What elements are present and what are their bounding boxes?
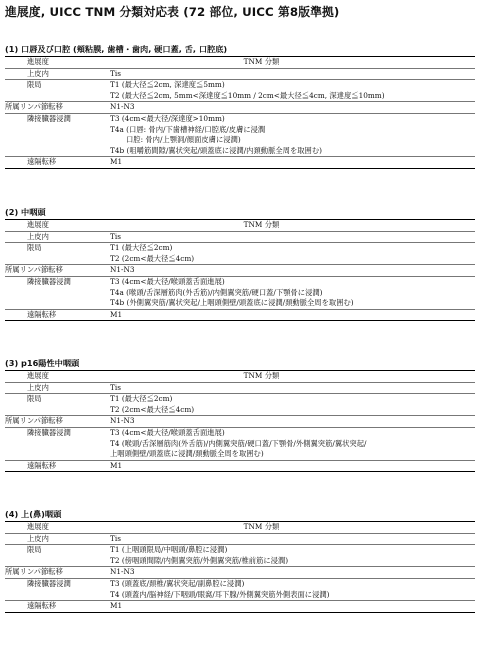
row-label: 上皮内 — [27, 231, 49, 241]
tnm-table — [5, 370, 475, 472]
table-row — [5, 578, 475, 600]
row-value: T4a (口唇: 骨内/下歯槽神経/口腔底/皮膚に浸潤 — [110, 124, 266, 134]
row-value: T2 (最大径≦2cm, 5mm<深達度≦10mm / 2cm<最大径≦4cm, 深達度≦10mm) — [110, 90, 385, 100]
table-header — [5, 371, 475, 383]
table-header — [5, 57, 475, 69]
row-value: T1 (上咽頭限局/中咽頭/鼻腔に浸潤) — [110, 545, 228, 555]
table-row — [5, 79, 475, 101]
row-value: N1-N3 — [110, 265, 135, 275]
table-row — [5, 393, 475, 415]
row-label: 上皮内 — [27, 68, 49, 78]
row-value: 口腔: 骨内/上顎洞/顔面皮膚に浸潤) — [126, 135, 241, 145]
row-label: 所属リンパ節転移 — [5, 416, 63, 426]
row-label: 隣接臓器浸潤 — [27, 578, 71, 588]
table-row — [5, 534, 475, 545]
table-row — [5, 309, 475, 321]
table-row — [5, 383, 475, 394]
row-value: T4 (頭蓋内/脳神経/下咽頭/眼窩/耳下腺/外側翼突筋外側表面に浸潤) — [110, 589, 330, 599]
row-value: T1 (最大径≦2cm) — [110, 243, 173, 253]
section-oropharynx — [5, 205, 475, 321]
table-row — [5, 242, 475, 264]
table-row — [5, 544, 475, 566]
row-label: 遠隔転移 — [27, 157, 57, 167]
row-label: 限局 — [27, 545, 42, 555]
row-value: N1-N3 — [110, 416, 135, 426]
row-value: T4b (咀嚼筋間隙/翼状突起/頭蓋底に浸潤/内頚動脈全周を取囲む) — [110, 145, 322, 155]
row-value: M1 — [110, 460, 123, 470]
header-tnm: TNM 分類 — [243, 220, 280, 229]
table-row — [5, 232, 475, 243]
row-value: T4 (喉頭/舌深層筋肉(外舌筋)/内側翼突筋/硬口蓋/下顎骨/外側翼突筋/翼状突起/ — [110, 438, 367, 448]
row-label: 所属リンパ節転移 — [5, 567, 63, 577]
table-row — [5, 156, 475, 168]
section-heading: (2) 中咽頭 — [5, 207, 46, 217]
table-header — [5, 220, 475, 232]
row-value: T2 (2cm<最大径≦4cm) — [110, 253, 195, 263]
row-value: T3 (4cm<最大径/深達度>10mm) — [110, 113, 225, 123]
row-label: 上皮内 — [27, 533, 49, 543]
row-label: 隣接臓器浸潤 — [27, 276, 71, 286]
row-label: 限局 — [27, 243, 42, 253]
section-nasopharynx — [5, 507, 475, 613]
row-value: M1 — [110, 157, 123, 167]
table-row — [5, 427, 475, 460]
row-label: 隣接臓器浸潤 — [27, 113, 71, 123]
table-row — [5, 113, 475, 156]
table-row — [5, 460, 475, 472]
table-row — [5, 415, 475, 427]
header-tnm: TNM 分類 — [243, 522, 280, 531]
table-row — [5, 600, 475, 612]
row-value: M1 — [110, 309, 123, 319]
section-p16-oropharynx — [5, 356, 475, 472]
row-value: T2 (傍咽頭間隙/内側翼突筋/外側翼突筋/椎前筋に浸潤) — [110, 555, 289, 565]
row-label: 限局 — [27, 80, 42, 90]
row-value: Tis — [110, 533, 121, 543]
section-oral-cavity — [5, 42, 475, 169]
page-title: 進展度, UICC TNM 分類対応表 (72 部位, UICC 第8版準拠) — [5, 5, 340, 19]
table-header — [5, 522, 475, 534]
header-stage: 進展度 — [27, 220, 49, 229]
header-tnm: TNM 分類 — [243, 57, 280, 66]
row-value: Tis — [110, 231, 121, 241]
section-heading: (1) 口唇及び口腔 (頬粘膜, 歯槽・歯肉, 硬口蓋, 舌, 口腔底) — [5, 44, 228, 54]
row-value: T2 (2cm<最大径≦4cm) — [110, 404, 195, 414]
section-heading: (3) p16陽性中咽頭 — [5, 358, 80, 368]
row-label: 所属リンパ節転移 — [5, 265, 63, 275]
row-value: T3 (4cm<最大径/喉頭蓋舌面進展) — [110, 276, 225, 286]
header-stage: 進展度 — [27, 57, 49, 66]
row-label: 遠隔転移 — [27, 309, 57, 319]
row-label: 上皮内 — [27, 382, 49, 392]
table-row — [5, 566, 475, 578]
row-value: N1-N3 — [110, 102, 135, 112]
row-value: T4b (外側翼突筋/翼状突起/上咽頭側壁/頭蓋底に浸潤/頚動脈全周を取囲む) — [110, 298, 354, 308]
row-label: 限局 — [27, 394, 42, 404]
row-value: Tis — [110, 382, 121, 392]
header-tnm: TNM 分類 — [243, 371, 280, 380]
row-label: 遠隔転移 — [27, 460, 57, 470]
row-value: T3 (頭蓋底/頚椎/翼状突起/副鼻腔に浸潤) — [110, 578, 245, 588]
row-value: 上咽頭側壁/頭蓋底に浸潤/頚動脈全周を取囲む) — [110, 449, 264, 459]
row-value: T4a (喉頭/舌深層筋肉(外舌筋)/内側翼突筋/硬口蓋/下顎骨に浸潤) — [110, 287, 323, 297]
table-row — [5, 69, 475, 80]
tnm-table — [5, 219, 475, 321]
header-stage: 進展度 — [27, 371, 49, 380]
section-heading: (4) 上(鼻)咽頭 — [5, 509, 62, 519]
header-stage: 進展度 — [27, 522, 49, 531]
row-value: M1 — [110, 601, 123, 611]
tnm-table — [5, 521, 475, 613]
row-value: N1-N3 — [110, 567, 135, 577]
table-row — [5, 101, 475, 113]
row-value: T1 (最大径≦2cm, 深達度≦5mm) — [110, 80, 225, 90]
row-value: T1 (最大径≦2cm) — [110, 394, 173, 404]
row-label: 隣接臓器浸潤 — [27, 427, 71, 437]
row-label: 遠隔転移 — [27, 601, 57, 611]
row-label: 所属リンパ節転移 — [5, 102, 63, 112]
row-value: Tis — [110, 68, 121, 78]
row-value: T3 (4cm<最大径/喉頭蓋舌面進展) — [110, 427, 225, 437]
table-row — [5, 264, 475, 276]
tnm-table — [5, 56, 475, 169]
table-row — [5, 276, 475, 309]
